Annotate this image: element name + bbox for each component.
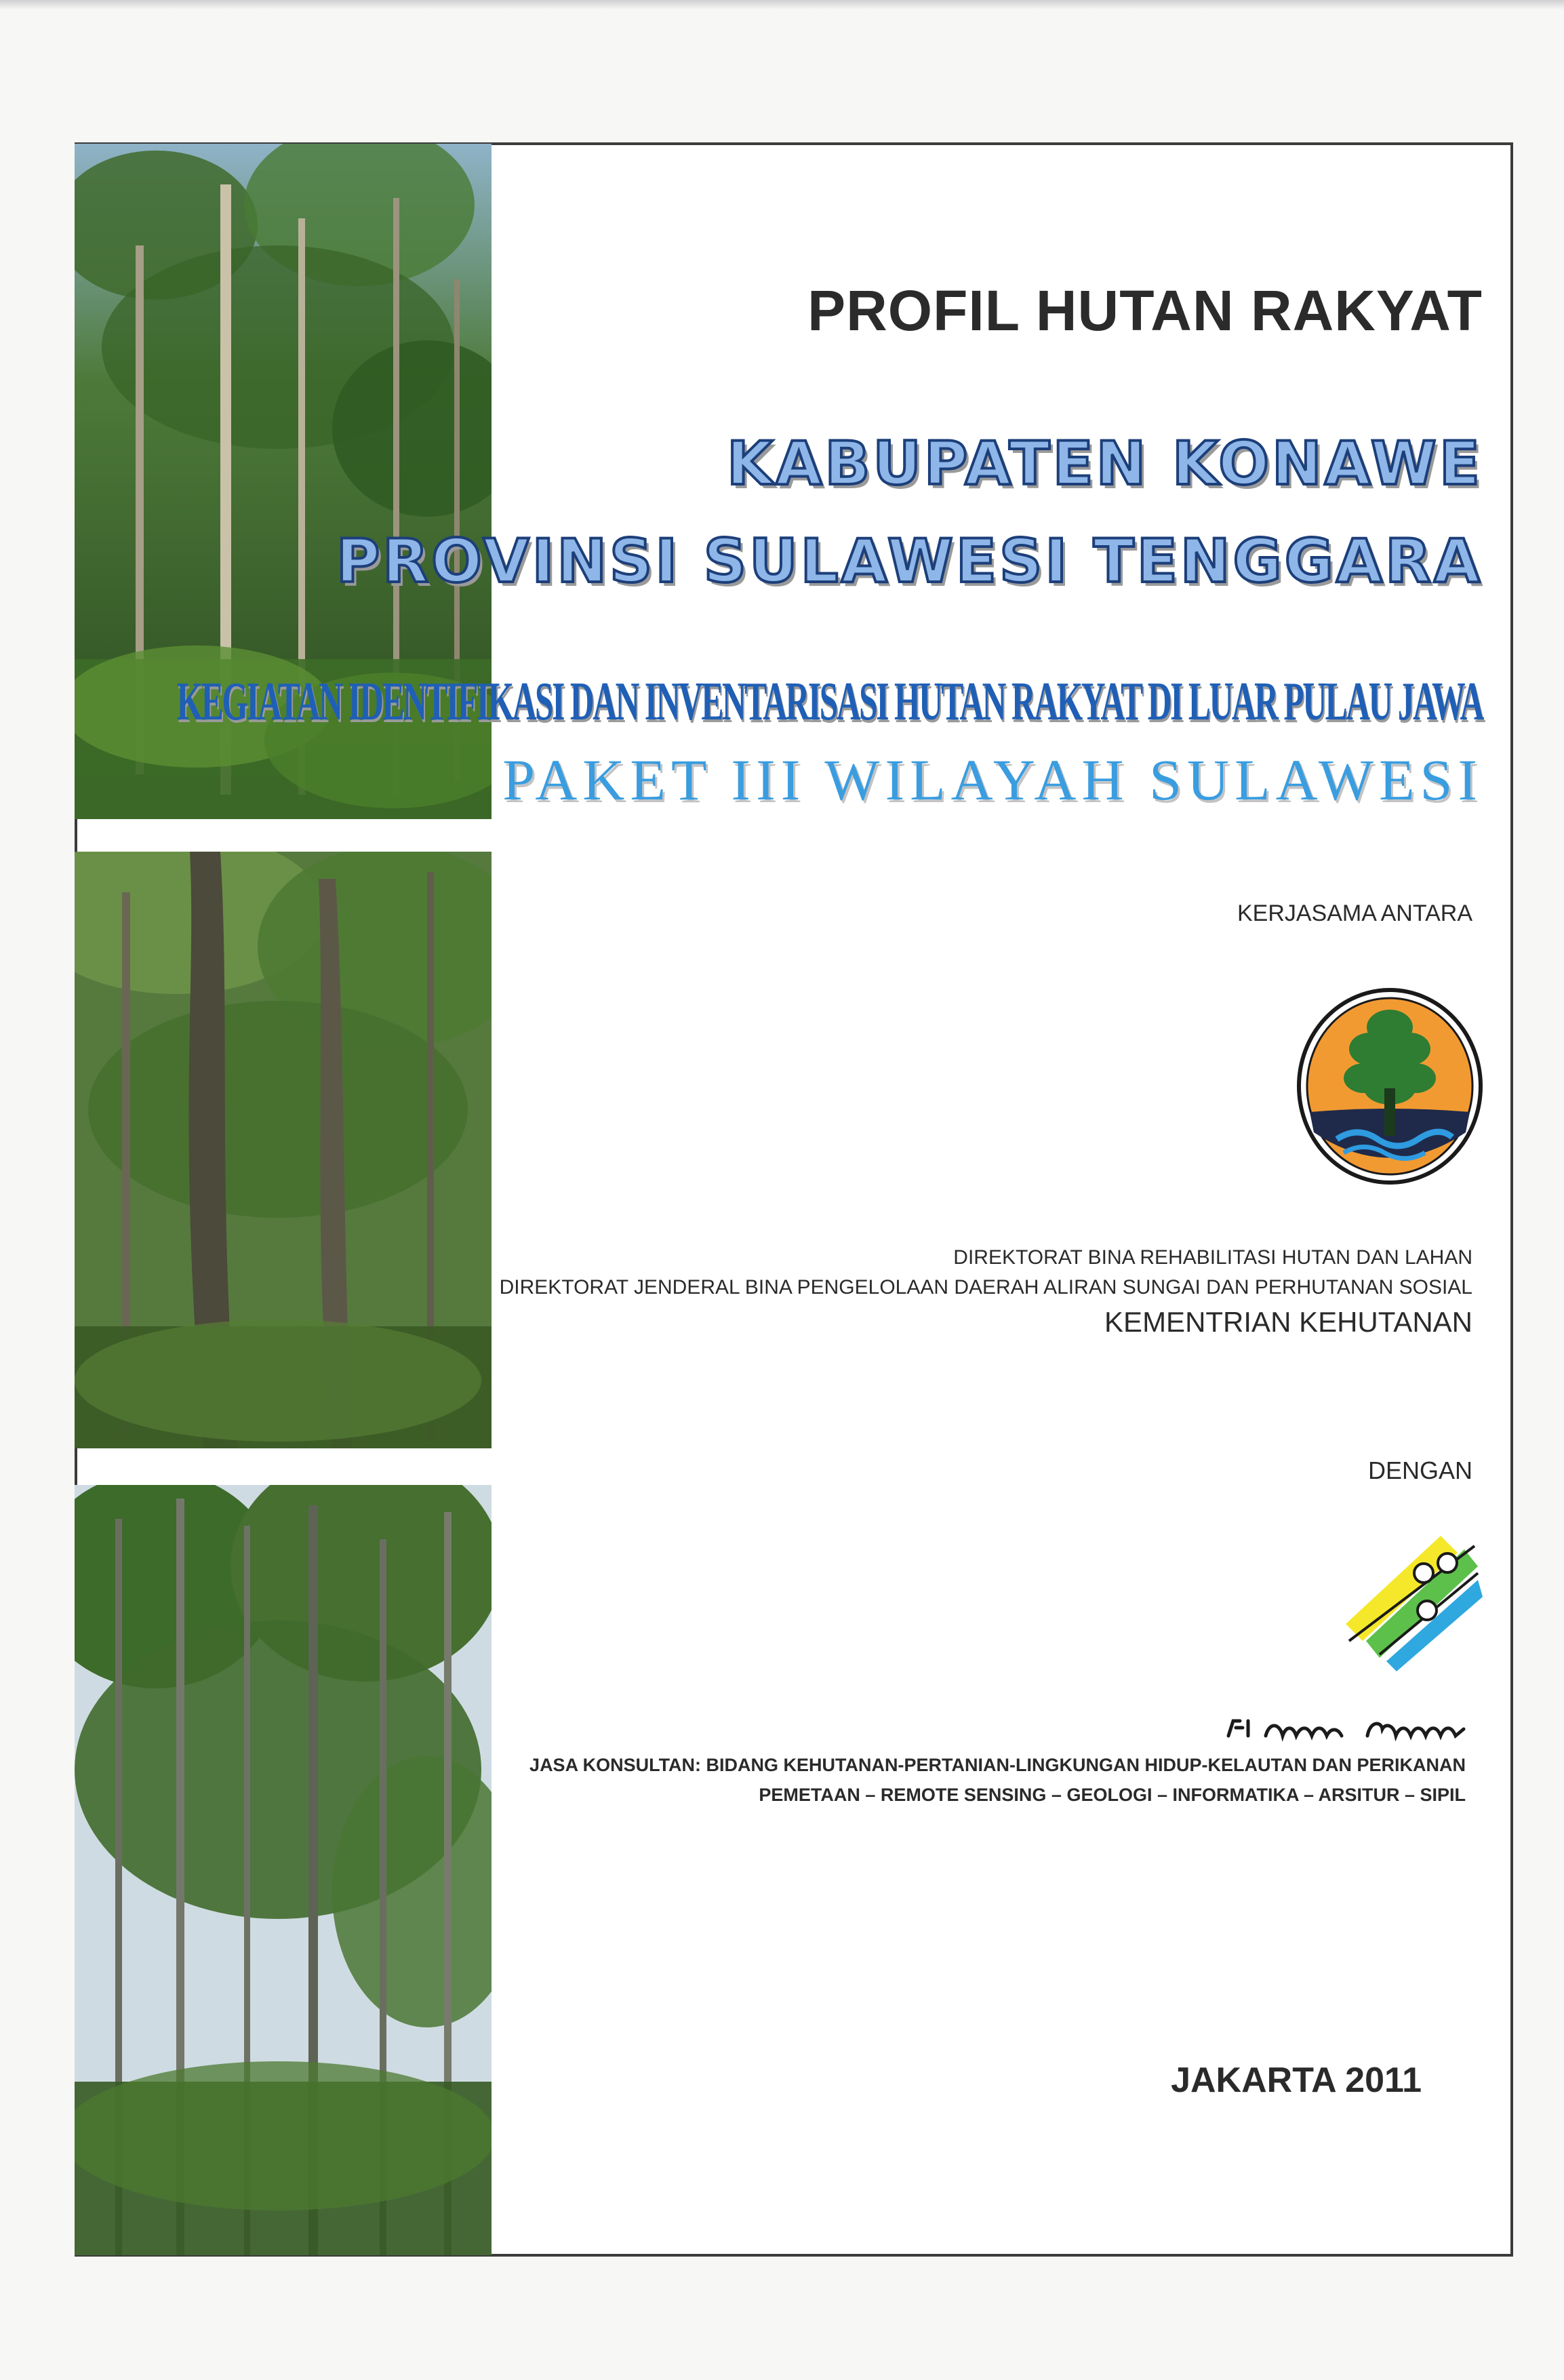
directorate-line-1: DIREKTORAT BINA REHABILITASI HUTAN DAN LAHAN (953, 1246, 1472, 1269)
forest-photo-icon (75, 1485, 492, 2255)
province-name: PROVINSI SULAWESI TENGGARA (336, 526, 1483, 596)
directorate-line-2: DIREKTORAT JENDERAL BINA PENGELOLAAN DAERAH ALIRAN SUNGAI DAN PERHUTANAN SOSIAL (499, 1276, 1472, 1298)
scan-edge (0, 0, 1564, 9)
forest-photo-middle (75, 852, 492, 1448)
ministry-forestry-logo-icon (1296, 987, 1483, 1186)
activity-title: KEGIATAN IDENTIFIKASI DAN INVENTARISASI HUTAN RAKYAT DI LUAR PULAU JAWA (176, 672, 1483, 732)
forest-photo-bottom (75, 1485, 492, 2255)
with-label: DENGAN (1367, 1456, 1472, 1484)
package-title: PAKET III WILAYAH SULAWESI (502, 747, 1483, 812)
place-year: JAKARTA 2011 (1171, 2061, 1422, 2100)
consultant-signature (1225, 1715, 1469, 1749)
consultant-services-line-2: PEMETAAN – REMOTE SENSING – GEOLOGI – INFORMATIKA – ARSITUR – SIPIL (759, 1785, 1466, 1805)
cover-title: PROFIL HUTAN RAKYAT (807, 279, 1483, 342)
ministry-name: KEMENTRIAN KEHUTANAN (1104, 1306, 1472, 1338)
regency-name: KABUPATEN KONAWE (727, 429, 1483, 498)
cooperation-label: KERJASAMA ANTARA (1237, 900, 1472, 926)
consultant-services-line-1: JASA KONSULTAN: BIDANG KEHUTANAN-PERTANIAN-LINGKUNGAN HIDUP-KELAUTAN DAN PERIKANAN (529, 1755, 1466, 1775)
signature-scribble-icon (1225, 1715, 1469, 1743)
forest-photo-icon (75, 852, 492, 1448)
consultant-logo-icon (1339, 1522, 1485, 1671)
